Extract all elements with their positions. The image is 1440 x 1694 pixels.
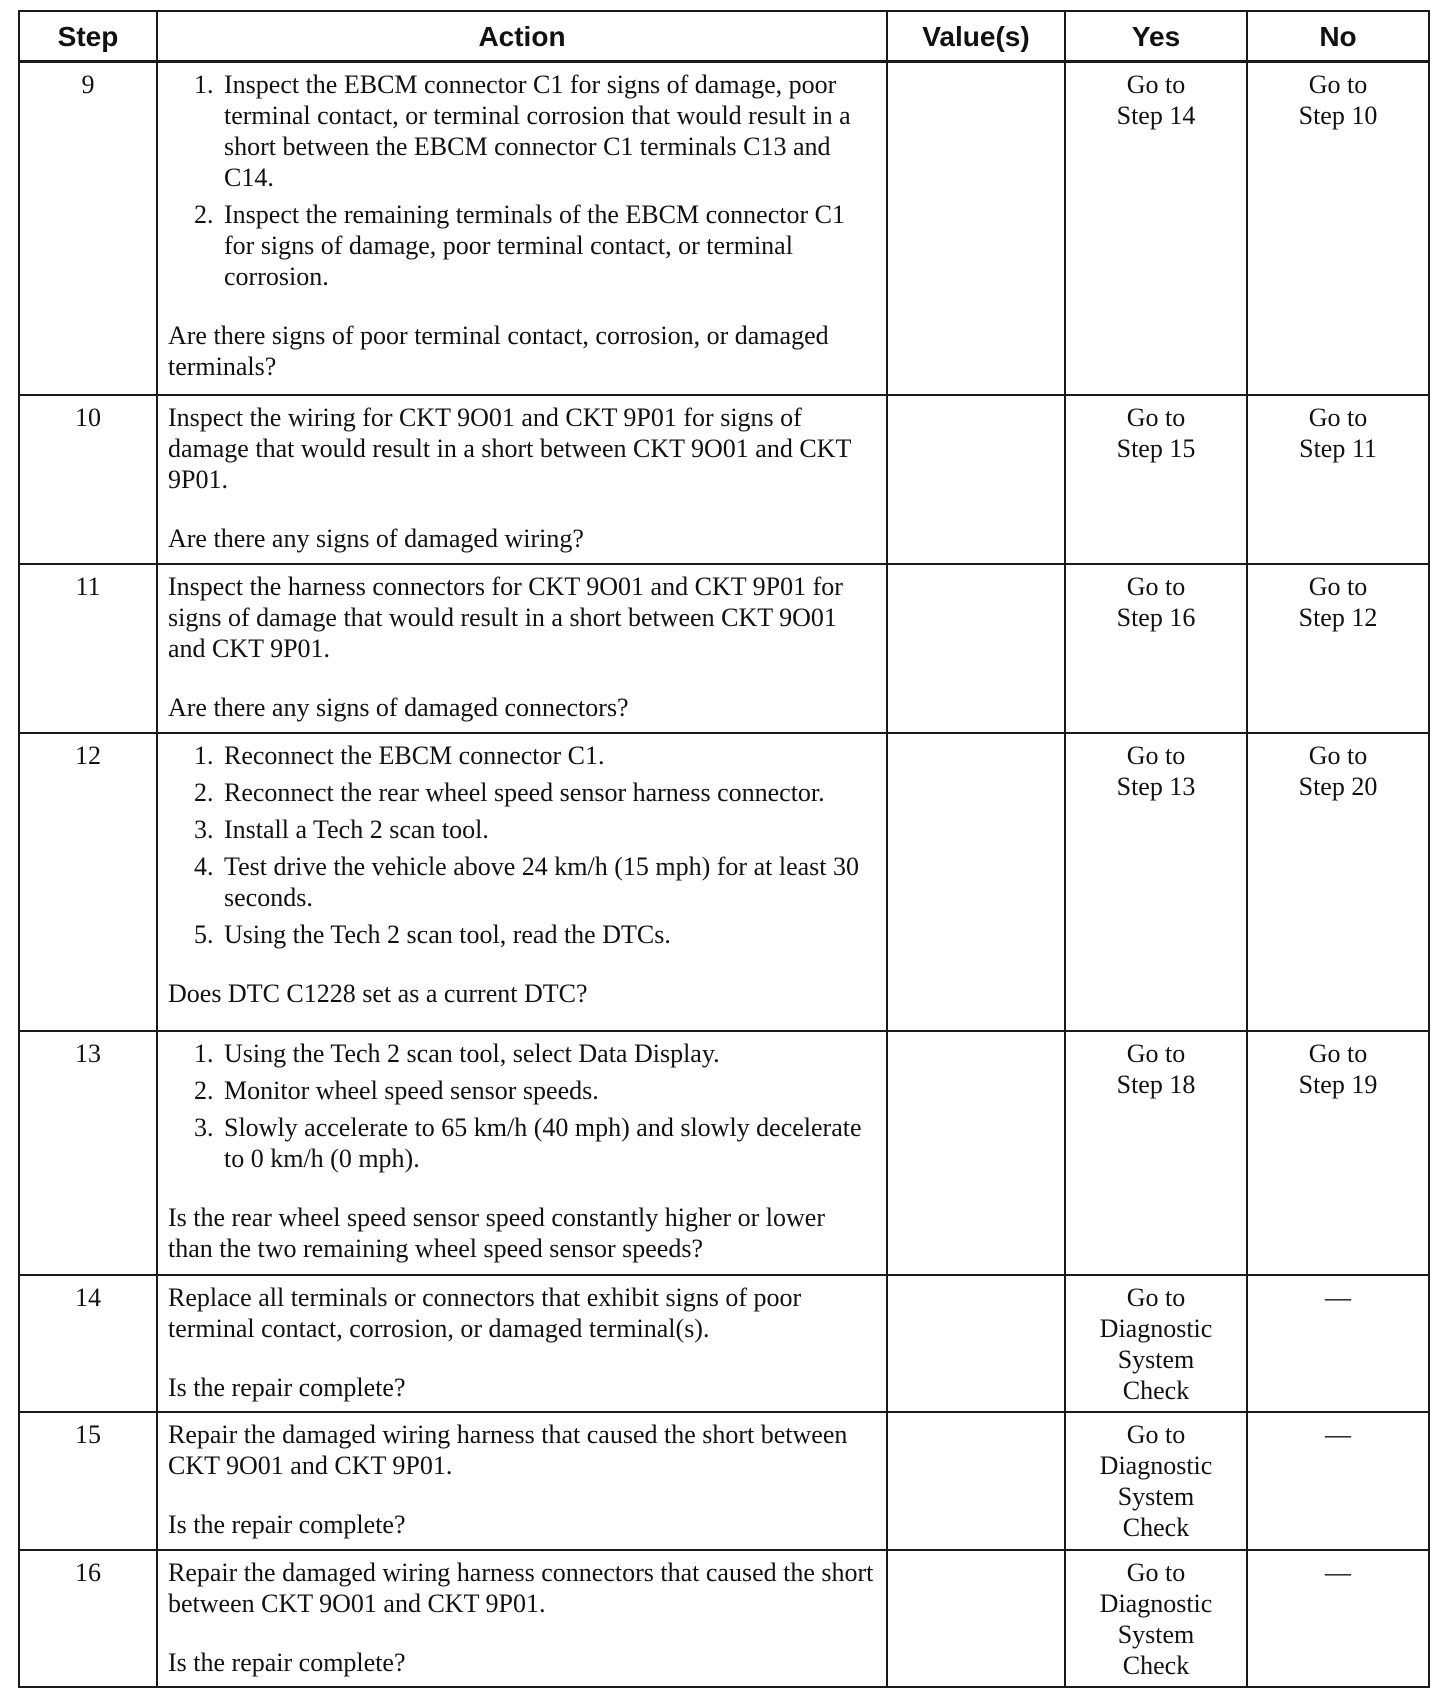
list-item [194,919,874,950]
list-item-text: Inspect the EBCM connector C1 for signs of damage, poor terminal contact, or terminal corrosion that would result in a short between the EBCM connector C1 terminals C13 and C14. [224,70,851,192]
header-values: Value(s) [887,11,1065,62]
action-question: Is the repair complete? [168,1372,406,1402]
step-number: 10 [19,395,157,564]
action-cell [157,733,887,1031]
list-item-text: Test drive the vehicle above 24 km/h (15 mph) for at least 30 seconds. [224,851,859,912]
list-item-number: 3. [194,814,214,844]
table-row [19,1550,1429,1687]
list-item-text: Slowly accelerate to 65 km/h (40 mph) and slowly decelerate to 0 km/h (0 mph). [224,1112,862,1173]
action-text: Repair the damaged wiring harness connectors that caused the short between CKT 9O01 and CKT 9P01. [168,1557,874,1618]
yes-outcome: Go to Diagnostic System Check [1065,1412,1247,1549]
action-text: Repair the damaged wiring harness that caused the short between CKT 9O01 and CKT 9P01. [168,1420,848,1481]
list-item [194,199,874,292]
yes-outcome: Go to Step 13 [1065,733,1247,1031]
list-item [194,1038,874,1069]
value-cell [887,395,1065,564]
yes-outcome: Go to Step 16 [1065,564,1247,733]
value-cell [887,1550,1065,1687]
value-cell [887,733,1065,1031]
list-item-text: Inspect the remaining terminals of the EBCM connector C1 for signs of damage, poor terminal contact, or terminal corrosion. [224,200,845,291]
list-item-text: Using the Tech 2 scan tool, select Data Display. [224,1038,720,1068]
step-number: 16 [19,1550,157,1687]
no-outcome: — [1247,1412,1429,1549]
list-item-number: 2. [194,200,214,229]
list-item [194,1112,874,1174]
action-cell [157,1412,887,1549]
action-cell [157,62,887,395]
list-item-text: Reconnect the EBCM connector C1. [224,740,605,770]
action-text: Inspect the wiring for CKT 9O01 and CKT 9P01 for signs of damage that would result in a short between CKT 9O01 and CKT 9P01. [168,402,851,494]
diagnostic-table [18,10,1430,1688]
yes-outcome: Go to Diagnostic System Check [1065,1275,1247,1412]
no-outcome: Go to Step 11 [1247,395,1429,564]
yes-outcome: Go to Step 18 [1065,1031,1247,1275]
action-question: Does DTC C1228 set as a current DTC? [168,978,588,1008]
value-cell [887,62,1065,395]
table-row [19,1412,1429,1549]
action-cell [157,395,887,564]
action-question: Are there any signs of damaged connectors? [168,692,629,722]
list-item [194,1075,874,1106]
no-outcome: Go to Step 12 [1247,564,1429,733]
list-item-text: Using the Tech 2 scan tool, read the DTCs. [224,919,671,949]
list-item-text: Monitor wheel speed sensor speeds. [224,1075,599,1105]
step-number: 14 [19,1275,157,1412]
value-cell [887,1412,1065,1549]
list-item [194,814,874,845]
table-row [19,564,1429,733]
action-question: Is the rear wheel speed sensor speed constantly higher or lower than the two remaining wheel speed sensor speeds? [168,1202,825,1263]
yes-outcome: Go to Diagnostic System Check [1065,1550,1247,1687]
table-row [19,62,1429,395]
list-item-number: 5. [194,919,214,949]
header-action: Action [157,11,887,62]
header-no: No [1247,11,1429,62]
list-item-text: Install a Tech 2 scan tool. [224,814,489,844]
action-cell [157,564,887,733]
action-cell [157,1031,887,1275]
action-cell [157,1275,887,1412]
step-number: 15 [19,1412,157,1549]
yes-outcome: Go to Step 14 [1065,62,1247,395]
step-number: 12 [19,733,157,1031]
list-item-number: 1. [194,1038,214,1068]
table-row [19,395,1429,564]
no-outcome: Go to Step 19 [1247,1031,1429,1275]
list-item-number: 2. [194,1075,214,1105]
list-item-number: 3. [194,1112,214,1142]
header-yes: Yes [1065,11,1247,62]
action-text: Inspect the harness connectors for CKT 9O01 and CKT 9P01 for signs of damage that would result in a short between CKT 9O01 and CKT 9P01. [168,571,843,663]
list-item [194,69,874,193]
header-row [19,11,1429,62]
table-row [19,733,1429,1031]
list-item [194,740,874,771]
list-item-number: 4. [194,851,214,881]
list-item-text: Reconnect the rear wheel speed sensor harness connector. [224,777,825,807]
header-step: Step [19,11,157,62]
value-cell [887,564,1065,733]
no-outcome: — [1247,1550,1429,1687]
yes-outcome: Go to Step 15 [1065,395,1247,564]
action-steps-list [168,740,874,950]
step-number: 9 [19,62,157,395]
action-cell [157,1550,887,1687]
no-outcome: — [1247,1275,1429,1412]
action-question: Are there signs of poor terminal contact, corrosion, or damaged terminals? [168,321,829,381]
step-number: 11 [19,564,157,733]
list-item-number: 1. [194,70,214,99]
value-cell [887,1275,1065,1412]
table-row [19,1275,1429,1412]
list-item-number: 2. [194,777,214,807]
action-question: Is the repair complete? [168,1510,406,1540]
list-item [194,777,874,808]
action-text: Replace all terminals or connectors that exhibit signs of poor terminal contact, corrosion, or damaged terminal(s). [168,1282,802,1343]
table-row [19,1031,1429,1275]
no-outcome: Go to Step 20 [1247,733,1429,1031]
action-steps-list [168,1038,874,1174]
list-item-number: 1. [194,740,214,770]
value-cell [887,1031,1065,1275]
list-item [194,851,874,913]
step-number: 13 [19,1031,157,1275]
no-outcome: Go to Step 10 [1247,62,1429,395]
action-question: Are there any signs of damaged wiring? [168,523,584,553]
action-question: Is the repair complete? [168,1647,406,1677]
action-steps-list [168,69,874,292]
